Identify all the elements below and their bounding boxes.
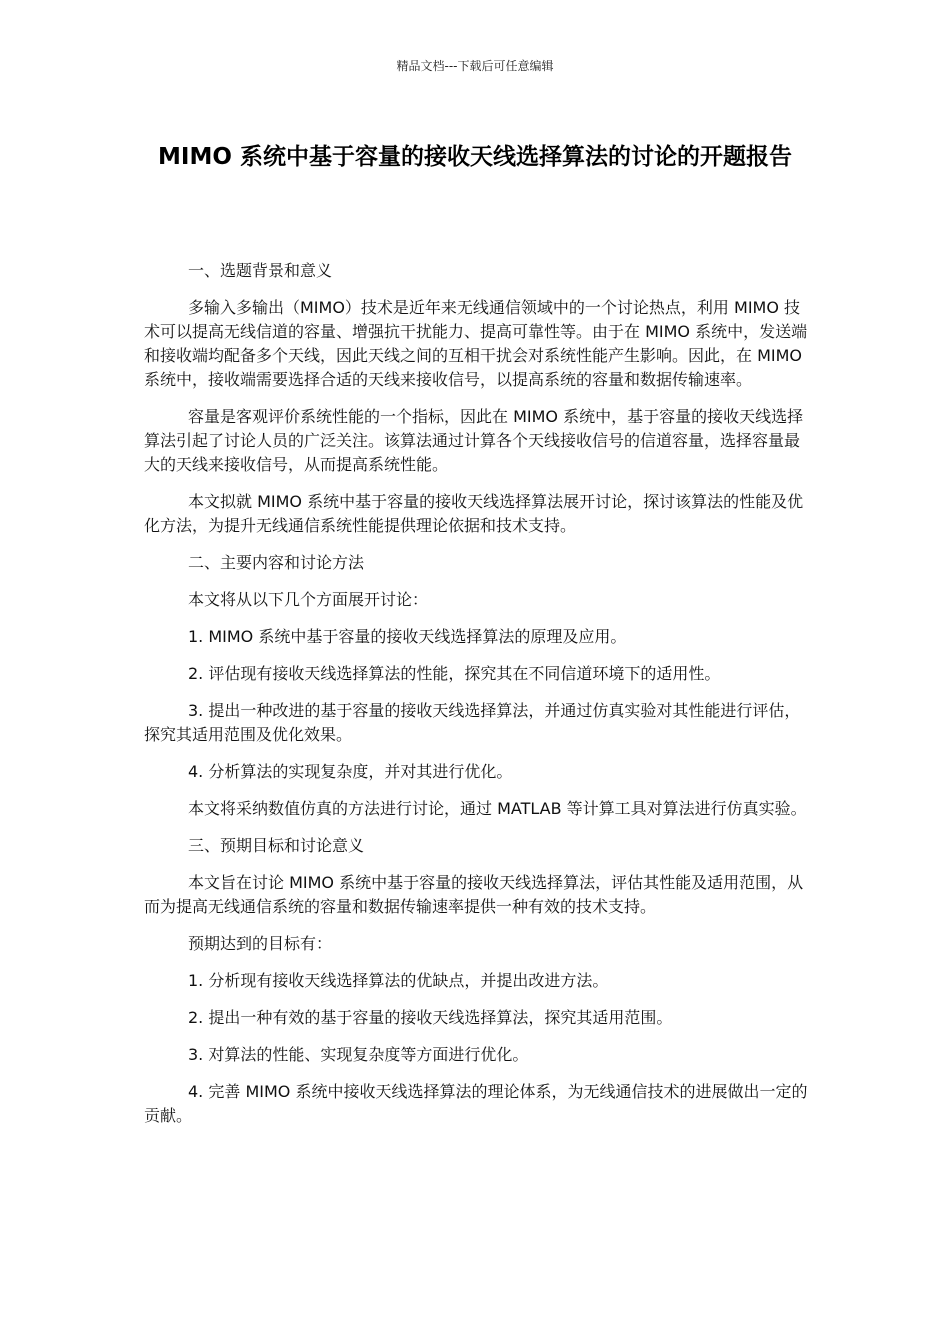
document-body [144, 259, 810, 1141]
list-item: 3. 提出一种改进的基于容量的接收天线选择算法，并通过仿真实验对其性能进行评估，探究其适用范围及优化效果。 [144, 701, 801, 744]
paragraph: 预期达到的目标有： [188, 934, 333, 953]
list-item: 2. 评估现有接收天线选择算法的性能，探究其在不同信道环境下的适用性。 [188, 664, 721, 683]
page-header: 精品文档---下载后可任意编辑 [396, 59, 554, 73]
section-heading-content-methods: 二、主要内容和讨论方法 [188, 553, 365, 572]
paragraph: 容量是客观评价系统性能的一个指标，因此在 MIMO 系统中，基于容量的接收天线选择算法引起了讨论人员的广泛关注。该算法通过计算各个天线接收信号的信道容量，选择容量最大的天线来接收信号，从而提高系统性能。 [144, 407, 804, 474]
list-item: 3. 对算法的性能、实现复杂度等方面进行优化。 [188, 1045, 529, 1064]
paragraph: 多输入多输出（MIMO）技术是近年来无线通信领域中的一个讨论热点，利用 MIMO 技术可以提高无线信道的容量、增强抗干扰能力、提高可靠性等。由于在 MIMO 系统中，发送端和接收端均配备多个天线，因此天线之间的互相干扰会对系统性能产生影响。因此，在 MIMO 系统中，接收端需要选择合适的天线来接收信号，以提高系统的容量和数据传输速率。 [144, 298, 808, 389]
paragraph: 本文旨在讨论 MIMO 系统中基于容量的接收天线选择算法，评估其性能及适用范围，从而为提高无线通信系统的容量和数据传输速率提供一种有效的技术支持。 [144, 873, 804, 916]
list-item: 4. 完善 MIMO 系统中接收天线选择算法的理论体系，为无线通信技术的进展做出一定的贡献。 [144, 1082, 808, 1125]
paragraph: 本文拟就 MIMO 系统中基于容量的接收天线选择算法展开讨论，探讨该算法的性能及优化方法，为提升无线通信系统性能提供理论依据和技术支持。 [144, 492, 804, 535]
section-heading-background: 一、选题背景和意义 [188, 261, 333, 280]
list-item: 1. 分析现有接收天线选择算法的优缺点，并提出改进方法。 [188, 971, 609, 990]
paragraph: 本文将采纳数值仿真的方法进行讨论，通过 MATLAB 等计算工具对算法进行仿真实验。 [188, 799, 807, 818]
list-item: 2. 提出一种有效的基于容量的接收天线选择算法，探究其适用范围。 [188, 1008, 673, 1027]
section-heading-goals: 三、预期目标和讨论意义 [188, 836, 365, 855]
document-title: MIMO 系统中基于容量的接收天线选择算法的讨论的开题报告 [158, 144, 792, 170]
list-item: 1. MIMO 系统中基于容量的接收天线选择算法的原理及应用。 [188, 627, 627, 646]
paragraph: 本文将从以下几个方面展开讨论： [188, 590, 429, 609]
list-item: 4. 分析算法的实现复杂度，并对其进行优化。 [188, 762, 513, 781]
